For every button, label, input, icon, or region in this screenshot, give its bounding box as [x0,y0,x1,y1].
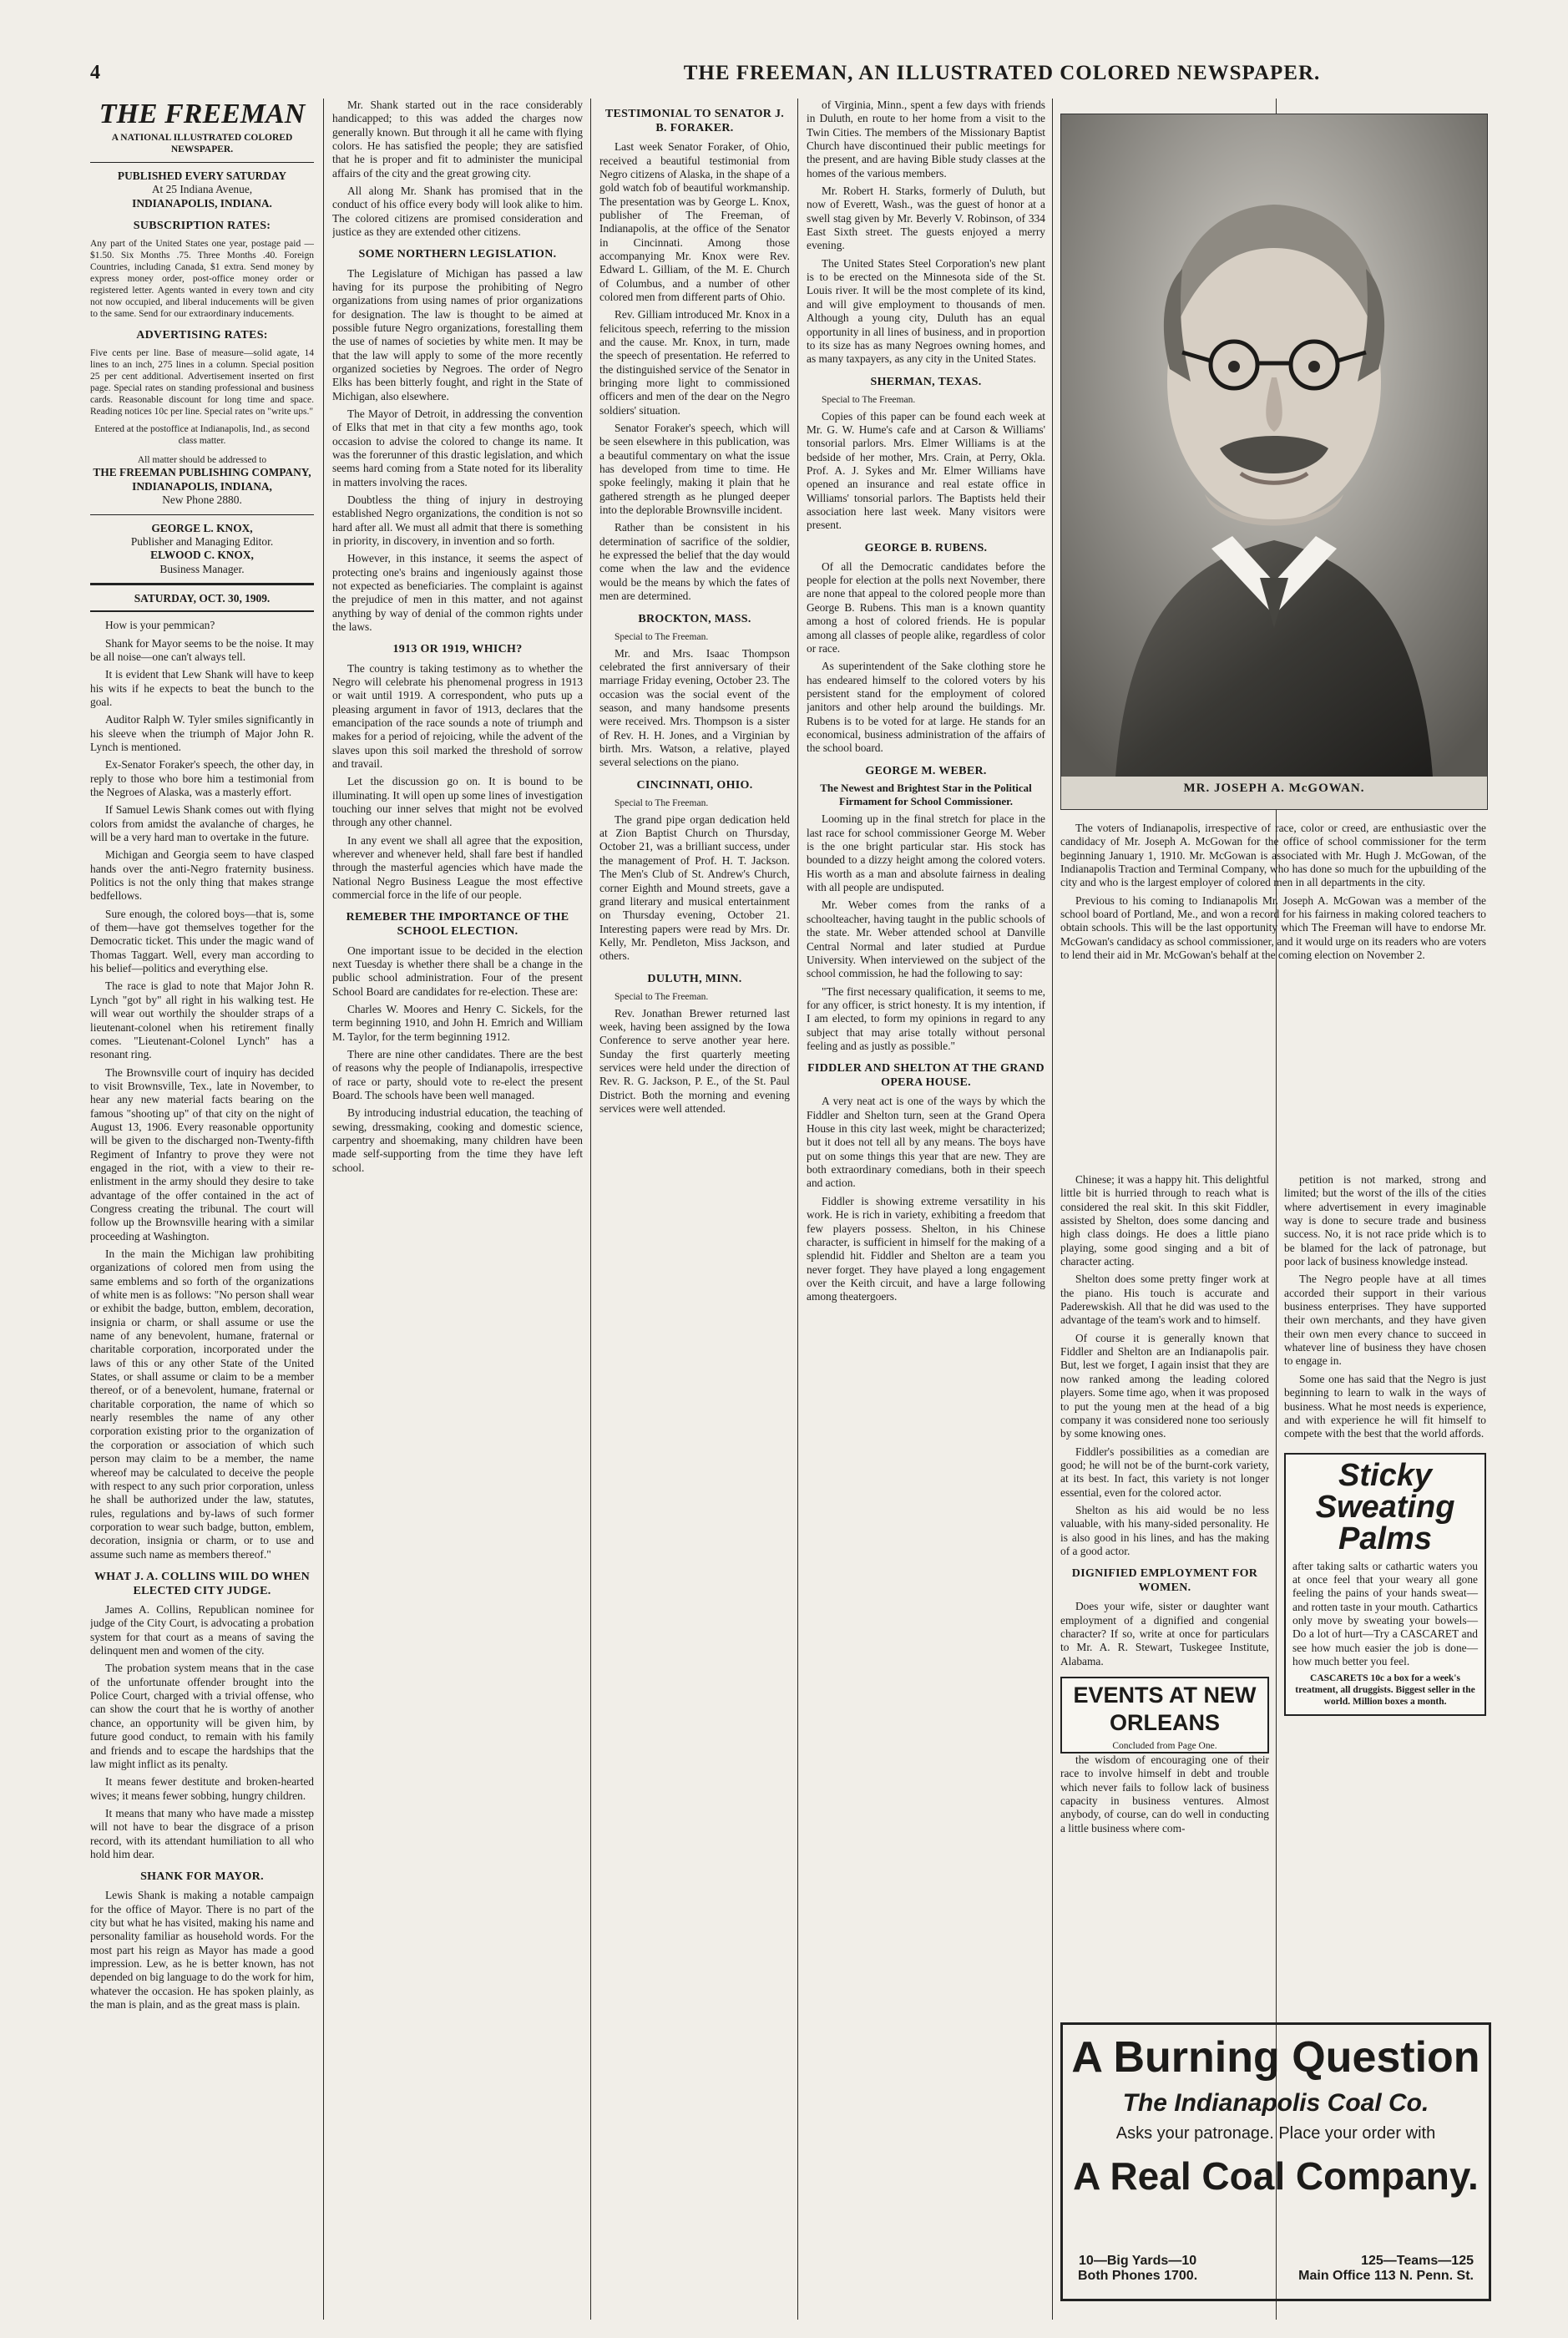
fiddler-paragraph: Fiddler is showing extreme versatility in his work. He is rich in variety, exhibiting a freedom that few players possess. Shelton, in his Chinese character, is sufficient in himself for the making of a splendid hit. Fiddler and Shelton are a team you never forget. They have played a long engagement over the Keith circuit, and have a large following among theatergoers. [807,1194,1045,1303]
dignified-employment-text: Does your wife, sister or daughter want employment of a dignified and congenial character? If so, write at once for particulars to Mr. A. R. Stewart, Tuskegee Institute, Alabama. [1060,1600,1269,1667]
cascarets-text: CASCARETS 10c a box for a week's treatment, all druggists. Biggest seller in the world. Million boxes a month. [1295,1673,1475,1708]
fiddler-heading: FIDDLER AND SHELTON AT THE GRAND OPERA HOUSE. [807,1062,1044,1090]
coal-yards: 10—Big Yards—10 [1079,2254,1197,2268]
masthead-title: THE FREEMAN [99,99,306,129]
editorial-note: How is your pemmican? [105,619,215,632]
editor-role: Publisher and Managing Editor. [130,534,274,548]
weber-paragraph: Mr. Weber comes from the ranks of a schoolteacher, having taught in the public schools of the state. Mr. Weber attended school at Danville Central Normal and later studied at Purdue University. When interviewed on the subject of the school commission, he had the following to say: [807,898,1045,980]
coal-office: Main Office 113 N. Penn. St. [1298,2269,1474,2283]
coal-phones: Both Phones 1700. [1078,2269,1198,2283]
issue-date: SATURDAY, OCT. 30, 1909. [134,591,271,605]
collins-heading: WHAT J. A. COLLINS WIIL DO WHEN ELECTED CITY JUDGE. [94,1570,310,1597]
coal-ad-details [1063,2254,1489,2284]
coal-company-name: The Indianapolis Coal Co. [1122,2088,1429,2117]
fiddler-continued-paragraph: Shelton does some pretty finger work at the piano. His touch is accurate and Paderewskish. All that he did was used to the advantage of the team's work and to himself. [1060,1273,1269,1327]
advertising-heading: ADVERTISING RATES: [136,329,268,342]
foraker-paragraph: Senator Foraker's speech, which will be seen elsewhere in this publication, was a beautiful commentary on what the issue has developed from time to time. He spoke feelingly, making it plain that he gathered strength as he plunged deeper into the deplorable Brownsville incident. [599,422,790,517]
coal-ad-headline: A Burning Question [1071,2033,1480,2082]
new-orleans-paragraph: The Negro people have at all times accorded their support in their various business enterprises. They have supported their own merchants, and they have given their own men every chance to succeed in whatever line of business they have chosen to engage in. [1284,1273,1486,1368]
coal-ad-prompt: Asks your patronage. Place your order with [1115,2123,1436,2143]
column-3 [599,99,790,2320]
new-orleans-paragraph: petition is not marked, strong and limited; but the worst of the ills of the cities where advertisement in every imaginable way is done to secure trade and business success. No, it is not race pride which is to be blamed for the lack of patronage, but poor lack of business knowledge instead. [1284,1173,1486,1268]
column-1 [90,99,314,2320]
year-paragraph: The country is taking testimony as to whether the Negro will celebrate his phenomenal progress in 1913 or wait until 1919. A correspondent, who puts up a pleasing argument in favor of 1913, declares that the emancipation of the race sounds a note of triumph and makes for a period of rejoicing, while the advent of the slaves upon this soil marked the threshold of sorrow and travail. [332,661,583,770]
fiddler-continued-paragraph: Shelton as his aid would be no less valuable, with his many-sided personality. He is also good in his lines, and has the making of a good actor. [1060,1503,1269,1557]
cincinnati-heading: CINCINNATI, OHIO. [636,778,753,792]
coal-advertisement [1060,2022,1491,2301]
year-paragraph: In any event we shall all agree that the exposition, wherever and whenever held, shall fare best if handled through the masterful agencies which have made the National Negro Business League the most effective commercial force in the life of our people. [332,833,583,902]
fiddler-continued-paragraph: Chinese; it was a happy hit. This delightful little bit is hurried through to reach what is considered the real skit. In this skit Fiddler, assisted by Shelton, does some dancing and high class doings. He does a little piano playing, some good singing and a bit of character acting. [1060,1173,1269,1268]
masthead-subtitle: A NATIONAL ILLUSTRATED COLORED NEWSPAPER. [111,133,293,155]
column-rule [1052,99,1053,2320]
publisher-state: INDIANAPOLIS, INDIANA, [132,479,272,493]
shank-paragraph: All along Mr. Shank has promised that in the conduct of his office every body will look alike to him. The colored citizens are promised consideration and justice as they are extended other citizens. [332,185,583,239]
cincinnati-paragraph: The grand pipe organ dedication held at Zion Baptist Church on Thursday, October 21, was a brilliant success, under the management of Prof. H. T. Jackson. The Men's Club of St. Andrew's Church, corner Eighth and Mound streets, gave a grand literary and musical entertainment on Thursday evening, October 21. Interesting papers were read by Mrs. Dr. Kelly, Mr. Pendleton, Miss Jackson, and others. [599,812,790,963]
northern-paragraph: Doubtless the thing of injury in destroying established Negro organizations, the condition is not so hard after all. We must all admit that there is something in priority, in discovery, in invention and so forth. [332,493,583,548]
column-rule [323,99,324,2320]
shank-paragraph: Mr. Shank started out in the race considerably handicapped; to this was added the charges now generally known. But through it all he came with flying colors. He has satisfied the people; they are satisfied that he is proper and fit to administer the municipal affairs of the city and the great growing city. [332,99,583,180]
cincinnati-special: Special to The Freeman. [615,797,709,808]
rubens-paragraph: As superintendent of the Sake clothing store he has endeared himself to the colored voters by his persistent stand for the employment of colored janitors and other help around the buildings. Mr. Rubens is to be voted for at large. He stands for an economical, business administration of the affairs of the school board. [807,660,1045,755]
weber-paragraph: "The first necessary qualification, it seems to me, for any officer, is strict honesty. It is my intention, if I am elected, to form my opinions in regard to any subject that may arise totally without personal feeling and as justly as possible." [807,984,1045,1052]
portrait-caption: MR. JOSEPH A. McGOWAN. [1183,782,1365,795]
column-6 [1284,1173,1486,2021]
subscription-text: Any part of the United States one year, postage paid — $1.50. Six Months .75. Three Months .40. Foreign Countries, including Canada, $1 extra. Send money by express money order, post-office money order or registered letter. Agents wanted in every town and city not now occupied, and liberal inducements will be given to the same. Send for our extraordinary inducements. [90,239,314,320]
coal-teams: 125—Teams—125 [1361,2254,1474,2268]
editorial-note: Michigan and Georgia seem to have clasped hands over the anti-Negro fraternity business. Politics is not the only thing that makes strange bedfellows. [90,848,314,903]
man-portrait [1061,114,1487,777]
sherman-paragraph: Copies of this paper can be found each week at Mr. G. W. Hume's cafe and at Carson & Williams' tonsorial parlors. Mrs. Elmer Williams is at the bedside of her mother, Mrs. Crain, at Perry, Okla. Prof. A. J. Sykes and Mr. Elmer Williams have opened an insurance and real estate office in Williams' tonsorial parlors. The Baptists held their association here last week. Many visitors were present. [807,409,1045,532]
sherman-heading: SHERMAN, TEXAS. [870,375,982,388]
mcgowan-paragraph: The voters of Indianapolis, irrespective of race, color or creed, are enthusiastic over the candidacy of Mr. Joseph A. McGowan for the office of school commissioner for the term beginning January 1, 1910. Mr. McGowan is associated with Mr. Hugh J. McGowan, of the Indianapolis Traction and Terminal Company, who has done so much for the upbuilding of the city and who is the largest employer of colored men in all departments in the city. [1060,822,1486,889]
dignified-employment-heading: DIGNIFIED EMPLOYMENT FOR WOMEN. [1071,1567,1258,1595]
manager-name: ELWOOD C. KNOX, [150,549,254,562]
editorial-note: Shank for Mayor seems to be the noise. It may be all noise—one can't always tell. [90,636,314,663]
page-number: 4 [90,62,100,84]
year-heading: 1913 OR 1919, WHICH? [392,643,523,656]
fiddler-paragraph: A very neat act is one of the ways by which the Fiddler and Shelton turn, seen at the Grand Opera House in this city last week, might be characterized; but it does not tell all by any means. The boys have put on some things this year that are new. They are both extraordinary comedians, both in their speech and action. [807,1095,1045,1190]
weber-paragraph: Looming up in the final stretch for place in the last race for school commissioner George M. Weber is the one bright particular star. His stock has bounded to a dizzy height among the colored voters. His worth as a man and absolute fairness in dealing with all people are undisputed. [807,812,1045,894]
editorial-notes [90,619,314,1561]
editorial-note: In the main the Michigan law prohibiting organizations of colored men from using the same emblems and so forth of the organizations of white men is as follows: "No person shall wear or exhibit the badge, button, emblem, decoration, insignia or charm, or shall assume or use the name of any benevolent, humane, fraternal or charitable corporation, incorporated under the laws of this or any other State of the United States, or shall assume or claim to be a member thereof, or of a benevolent, humane, fraternal or charitable corporation, the name of which so nearly resembles the name of any other corporation existing prior to the organization of the corporation or association of which such person may claim to be a member, the name whereof may be calculated to deceive the people with respect to any such prior corporation, unless he shall be authorized under the law, statutes, rules, regulations and by-laws of such former corporation to wear such badge, button, emblem, decoration, insignia or charm, or to use and assume such name as members thereof." [90,1247,314,1561]
duluth-heading: DULUTH, MINN. [647,972,742,985]
fiddler-continued-paragraph: Fiddler's possibilities as a comedian are good; he will not be of the burnt-cork variety, at its best. In fact, this variety is not longer essential, even for the colored actor. [1060,1445,1269,1499]
manager-role: Business Manager. [159,562,245,575]
weber-heading: GEORGE M. WEBER. [865,764,987,777]
duluth-paragraph: Rev. Jonathan Brewer returned last week, having been assigned by the Iowa Conference to serve another year here. Sunday the first quarterly meeting services were held under the direction of Rev. R. G. Jackson, P. E., of the St. Paul District. Both the morning and evening services were well attended. [599,1006,790,1116]
editorial-note: The Brownsville court of inquiry has decided to visit Brownsville, Tex., late in November, to hear any new material facts bearing on the famous "shooting up" of that city on the night of August 13, 1906. Every reasonable opportunity will be given to the discharged non-Twenty-fifth Regiment of Infantry to prove they were not engaged in the riot, with a view to their re-enlistment in the army should they desire to take advantage of the offer contained in the act of Congress creating the tribunal. The court will follow up the Brownsville hearing with a similar proceeding at Washington. [90,1065,314,1242]
northern-paragraph: However, in this instance, it seems the aspect of protecting one's brains and ingeniously against those not expected as beneficiaries. The complaint is against the prejudice of men in this matter, and not against anything by way of denial of the common rights under the laws. [332,552,583,634]
column-5 [1060,1173,1269,2021]
column-rule [590,99,591,2320]
editorial-note: Sure enough, the colored boys—that is, some of them—have got themselves together for the Democratic ticket. This under the magic wand of Thomas Taggart. Well, every man according to his belief—politics and everything else. [90,907,314,975]
foraker-paragraph: Rather than be consistent in his determination of sacrifice of the soldier, he expressed the belief that the day would come when the law and the evidence would be the means by which the fates of men are determined. [599,521,790,603]
column-2 [332,99,583,2320]
address-label: All matter should be addressed to [137,455,267,466]
masthead [90,100,314,612]
rubens-paragraph: Of all the Democratic candidates before the people for election at the polls next November, there are none that appeal to the colored people more than George B. Rubens. This man is a known quantity among a host of colored friends. He is popular among all classes of people alike, regardless of color or race. [807,559,1045,655]
collins-paragraph: It means that many who have made a misstep will not have to bear the disgrace of a prison record, with its attendant humiliation to all who hold him dear. [90,1806,314,1860]
virginia-paragraph: The United States Steel Corporation's new plant is to be erected on the Minnesota side of the St. Louis river. It will be the most complete of its kind, and will give employment to thousands of men. Although a young city, Duluth has an equal opportunity in all lines of business, and in proportion to its size has as many Negroes owning homes, and as many taxpayers, as any city in the United States. [807,256,1045,366]
publisher-company: THE FREEMAN PUBLISHING COMPANY, [93,466,311,479]
brockton-special: Special to The Freeman. [615,631,709,642]
foraker-heading: TESTIMONIAL TO SENATOR J. B. FORAKER. [604,108,785,135]
foraker-paragraph: Last week Senator Foraker, of Ohio, received a beautiful testimonial from Negro citizens of Alaska, in the shape of a gold watch fob of beautiful workmanship. The presentation was by George L. Knox, publisher of The Freeman, of Indianapolis, at the office of the Senator in Cincinnati. Among those accompanying Mr. Knox were Rev. Edward L. Gilliam, of the M. E. Church of Columbus, and a number of other colored men from different parts of Ohio. [599,140,790,303]
northern-heading: SOME NORTHERN LEGISLATION. [358,248,557,261]
editorial-note: Auditor Ralph W. Tyler smiles significantly in his sleeve when the triumph of Major John R. Lynch is mentioned. [90,713,314,753]
sticky-palms-text: after taking salts or cathartic waters you at once feel that your weary all gone feeling the pains of your hands sweat—and rotten taste in your mouth. Cathartics only move by sweating your bowels—Do a lot of hurt—Try a CASCARET and see how much easier the job is done—how much better you feel. [1292,1559,1479,1667]
collins-paragraph: James A. Collins, Republican nominee for judge of the City Court, is advocating a probation system for that court as a means of saving the delinquent men and women of the city. [90,1603,314,1657]
page-header [0,58,1568,94]
editorial-note: The race is glad to note that Major John R. Lynch "got by" all right in his walking test. He will wear out worthily the shoulder straps of a lieutenant-colonel when his retirement finally comes. "Lieutenant-Colonel Lynch" has a resonant ring. [90,979,314,1061]
virginia-paragraph: Mr. Robert H. Starks, formerly of Duluth, but now of Everett, Wash., was the guest of honor at a swell stag given by Mr. Beverly V. Robinson, of 334 East Sixth street. The guests enjoyed a merry evening. [807,185,1045,252]
editorial-note: Ex-Senator Foraker's speech, the other day, in reply to those who bore him a testimonial from the Negroes of Alaska, was a masterly effort. [90,758,314,798]
mcgowan-paragraph: Previous to his coming to Indianapolis Mr. Joseph A. McGowan was a member of the school board of Portland, Me., and won a record for his fairness in making colored teachers to obtain schools. This will be the last opportunity which The Freeman will have to endorse Mr. McGowan's candidacy as school commissioner, and it would urge on its readers who are voters to lend their aid in Mr. McGowan's behalf at the coming election on November 2. [1060,893,1486,962]
school-election-heading: REMEBER THE IMPORTANCE OF THE SCHOOL ELECTION. [346,911,569,939]
coal-ad-slogan: A Real Coal Company. [1073,2153,1479,2198]
shank-paragraph: Lewis Shank is making a notable campaign for the office of Mayor. There is no part of the city but what he has visited, making his name and personality familiar as household words. For the most part his reign as Mayor has made a good impression. Lew, as he is better known, has not depended on big language to do the work for him, whatever the occasion. He has spoken plainly, as the man is plain, and as the great mass is plain. [90,1889,314,2012]
school-election-paragraph: By introducing industrial education, the teaching of sewing, dressmaking, cooking and domestic science, carpentry and shoemaking, many children have been made self-supporting from the time they have left school. [332,1106,583,1174]
editor-name: GEORGE L. KNOX, [151,521,253,534]
new-orleans-paragraph: Some one has said that the Negro is just beginning to learn to walk in the ways of business. What he most needs is experience, and with experience he will fit himself to compete with the best that the world affords. [1284,1372,1486,1440]
subscription-heading: SUBSCRIPTION RATES: [133,220,271,233]
virginia-paragraph: of Virginia, Minn., spent a few days with friends in Duluth, en route to her home from a visit to the Twin Cities. The members of the Missionary Baptist Church have discontinued their public meetings for the present, and are having Bible study classes at the homes of the various members. [807,99,1045,180]
weber-subheading: The Newest and Brightest Star in the Political Firmament for School Commissioner. [820,781,1032,807]
publication-address: At 25 Indiana Avenue, [151,183,253,196]
publisher-phone: New Phone 2880. [162,493,242,507]
advertising-text: Five cents per line. Base of measure—solid agate, 14 lines to an inch, 275 lines in a column. Special position 25 per cent additional. Advertisement inserted on first page. Special rates on standing professional and business cards. Reasonable discount for long time and space. Reading notices 10c per line. Special rates on "write ups." [90,348,314,418]
foraker-paragraph: Rev. Gilliam introduced Mr. Knox in a felicitous speech, referring to the mission and the cause. Mr. Knox, in turn, made the speech of presentation. He referred to the distinguished service of the Senator in bringing more light to commissioned officers and men of the dear on the Negro soldiers' situation. [599,308,790,417]
brockton-paragraph: Mr. and Mrs. Isaac Thompson celebrated the first anniversary of their marriage Friday evening, October 23. The occasion was the social event of the season, and many handsome presents were received. Mrs. Thompson is a sister of Rev. H. H. Jones, and a Virginian by birth. Mrs. Watson, a relative, played several selections on the piano. [599,646,790,769]
column-rule [797,99,798,2320]
school-election-paragraph: There are nine other candidates. There are the best of reasons why the people of Indianapolis, irrespective of race or party, should vote to re-elect the present Board. The schools have been well managed. [332,1047,583,1101]
sticky-palms-title: Sticky Sweating Palms [1315,1457,1455,1556]
events-heading: EVENTS AT NEW ORLEANS [1073,1683,1257,1736]
events-paragraph: the wisdom of encouraging one of their race to involve himself in debt and trouble which never fails to follow lack of business capacity in business ventures. Almost anybody, of course, can do well in conducting a little business where com- [1060,1754,1269,1834]
year-paragraph: Let the discussion go on. It is bound to be illuminating. It will open up some lines of investigation touching our inner selves that might not be evolved through any other channel. [332,775,583,829]
shank-heading: SHANK FOR MAYOR. [140,1870,264,1884]
school-election-paragraph: One important issue to be decided in the election next Tuesday is whether there shall be a change in the public school administration. Four of the present School Board are candidates for re-election. These are: [332,944,583,998]
collins-paragraph: The probation system means that in the case of the unfortunate offender brought into the Police Court, charged with a trivial offense, who can show the court that he is worthy of another chance, an opportunity will be given him, by future good conduct, to remain with his family and friends and to escape the hardships that the law might inflict as its penalty. [90,1662,314,1770]
collins-paragraph: It means fewer destitute and broken-hearted wives; it means fewer sobbing, hungry children. [90,1775,314,1802]
sherman-special: Special to The Freeman. [822,394,916,405]
column-4 [807,99,1045,2320]
postoffice-entry: Entered at the postoffice at Indianapolis, Ind., as second class matter. [94,424,310,447]
northern-paragraph: The Legislature of Michigan has passed a law having for its purpose the prohibiting of Negro organizations from using names of prior organizations for designation. The law is thought to be aimed at possible future Negro organizations, forestalling them the use of names of societies by white men. It may be that the law will apply to some of the more recently organized societies by Negroes. The order of Negro Elks has been bitterly fought, and right in the State of Michigan, also elsewhere. [332,266,583,402]
brockton-heading: BROCKTON, MASS. [638,612,751,625]
editorial-note: If Samuel Lewis Shank comes out with flying colors from amidst the avalanche of charges, he will be a very hard man to overtake in the future. [90,803,314,844]
fiddler-continued-paragraph: Of course it is generally known that Fiddler and Shelton are an Indianapolis pair. But, lest we forget, I again insist that they are now ranked among the leading colored players. Some time ago, when it was proposed to put the young men at the head of a big company it was considered none too seriously by some knowing ones. [1060,1331,1269,1440]
school-election-paragraph: Charles W. Moores and Henry C. Sickels, for the term beginning 1910, and John H. Emrich and William M. Taylor, for the term beginning 1912. [332,1002,583,1043]
duluth-special: Special to The Freeman. [615,991,709,1002]
sticky-palms-ad [1284,1453,1486,1717]
northern-paragraph: The Mayor of Detroit, in addressing the convention of Elks that met in that city a few months ago, took occasion to advise the colored to change its name. It was the forerunner of this drastic legislation, and which seems hard coming from a State noted for its liberality in matters involving the races. [332,407,583,488]
rubens-heading: GEORGE B. RUBENS. [864,541,988,554]
events-box [1060,1677,1269,1754]
mcgowan-article [1060,822,1486,1172]
editorial-note: It is evident that Lew Shank will have to keep his wits if he expects to beat the bunch to the goal. [90,668,314,708]
events-subtitle: Concluded from Page One. [1112,1741,1217,1752]
newspaper-title: THE FREEMAN, AN ILLUSTRATED COLORED NEWSPAPER. [683,62,1321,84]
publication-city: INDIANAPOLIS, INDIANA. [132,196,272,210]
portrait-box [1060,114,1488,810]
publication-line: PUBLISHED EVERY SATURDAY [117,170,287,183]
